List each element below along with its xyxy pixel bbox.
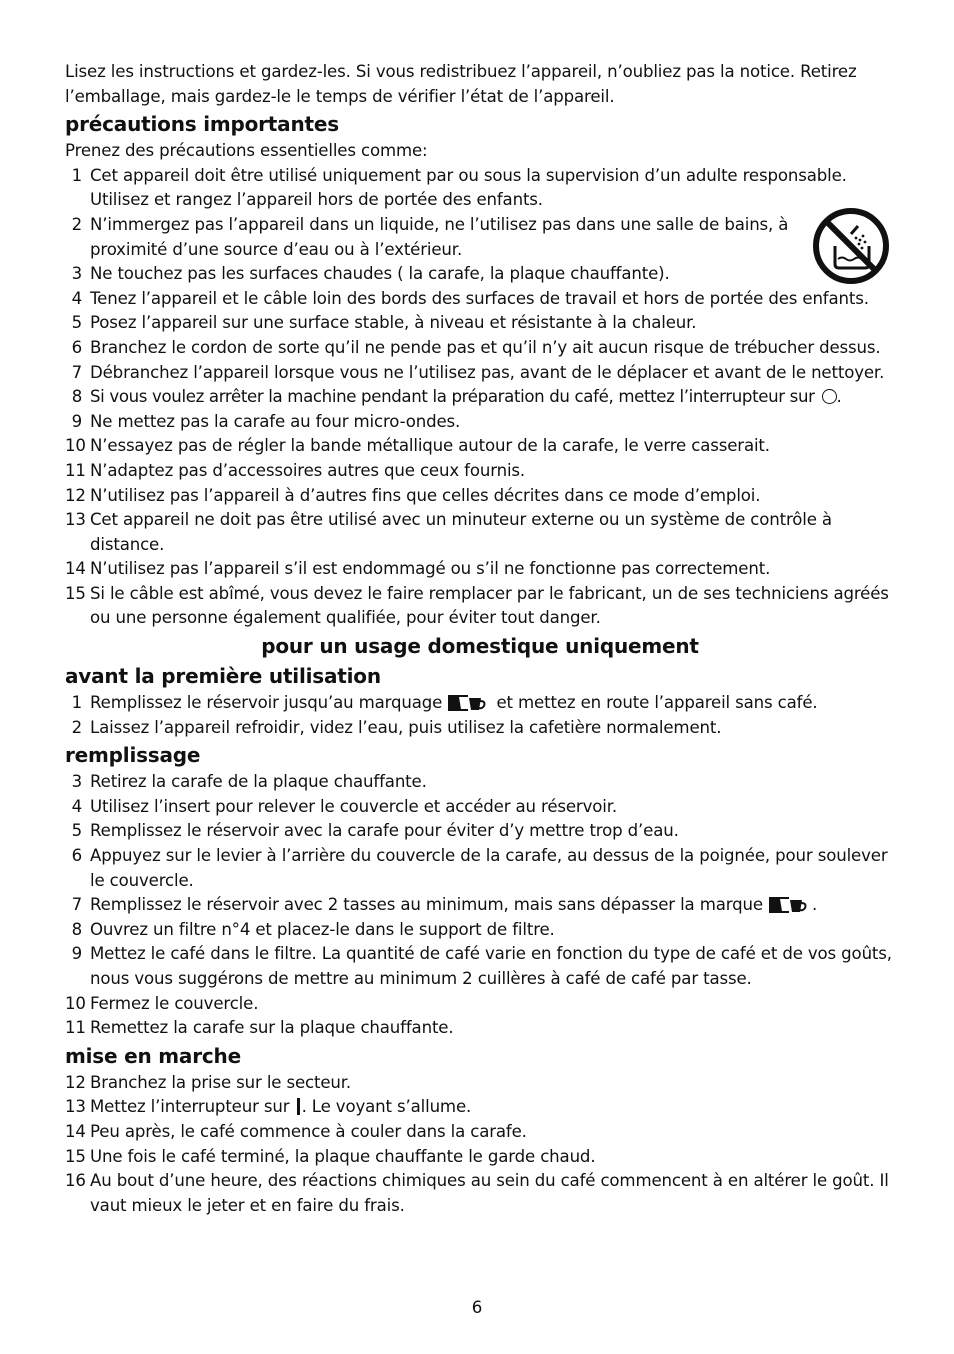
list-item: 2 N’immergez pas l’appareil dans un liquide, ne l’utilisez pas dans une salle de bains, à proximité d’une source d’eau ou à l’extérieur. bbox=[71, 214, 789, 259]
list-item: 13 Cet appareil ne doit pas être utilisé avec un minuteur externe ou un système de contrôle à distance. bbox=[65, 510, 832, 554]
list-item: 10 N’essayez pas de régler la bande métallique autour de la carafe, le verre casserait. bbox=[65, 436, 770, 456]
power-off-circle-icon bbox=[822, 389, 837, 404]
precautions-list bbox=[65, 164, 895, 631]
intro-text: Lisez les instructions et gardez-les. Si vous redistribuez l’appareil, n’oubliez pas la notice. Retirez l’emballage, mais gardez-le le temps de vérifier l’état de l’appareil. bbox=[65, 62, 857, 106]
section-title-filling: remplissage bbox=[65, 743, 201, 768]
list-item: 11 Remettez la carafe sur la plaque chauffante. bbox=[65, 1018, 454, 1038]
list-item: 6 Branchez le cordon de sorte qu’il ne pende pas et qu’il n’y ait aucun risque de trébucher dessus. bbox=[71, 337, 881, 357]
max-cups-mark-icon bbox=[768, 896, 812, 914]
list-item: 15 Une fois le café terminé, la plaque chauffante le garde chaud. bbox=[65, 1146, 596, 1166]
list-item: 5 Posez l’appareil sur une surface stable, à niveau et résistante à la chaleur. bbox=[71, 313, 697, 333]
list-item: 11 N’adaptez pas d’accessoires autres que ceux fournis. bbox=[65, 460, 526, 480]
list-item: 7 Débranchez l’appareil lorsque vous ne l’utilisez pas, avant de le déplacer et avant de le nettoyer. bbox=[71, 362, 885, 382]
power-on-bar-icon bbox=[297, 1098, 300, 1115]
start-list bbox=[65, 1071, 895, 1219]
first-use-list bbox=[65, 691, 895, 740]
list-item: 9 Mettez le café dans le filtre. La quantité de café varie en fonction du type de café et de vos goûts, nous vous suggérons de mettre au minimum 2 cuillères à café de café par tasse. bbox=[71, 944, 892, 988]
list-item: 12 N’utilisez pas l’appareil à d’autres fins que celles décrites dans ce mode d’emploi. bbox=[65, 485, 761, 505]
filling-list bbox=[65, 770, 895, 1041]
precautions-lead: Prenez des précautions essentielles comme: bbox=[65, 141, 428, 161]
list-item: 1 Remplissez le réservoir jusqu’au marquage et mettez en route l’appareil sans café. bbox=[71, 693, 818, 713]
list-item: 4 Tenez l’appareil et le câble loin des bords des surfaces de travail et hors de portée des enfants. bbox=[71, 288, 869, 308]
list-item: 9 Ne mettez pas la carafe au four micro-ondes. bbox=[71, 411, 461, 431]
list-item: 14 N’utilisez pas l’appareil s’il est endommagé ou s’il ne fonctionne pas correctement. bbox=[65, 559, 771, 579]
list-item: 3 Ne touchez pas les surfaces chaudes ( la carafe, la plaque chauffante). bbox=[71, 264, 670, 284]
section-title-start: mise en marche bbox=[65, 1043, 241, 1068]
list-item: 2 Laissez l’appareil refroidir, videz l’eau, puis utilisez la cafetière normalement. bbox=[71, 717, 722, 737]
list-item: 4 Utilisez l’insert pour relever le couvercle et accéder au réservoir. bbox=[71, 796, 618, 816]
page-number: 6 bbox=[471, 1298, 483, 1317]
list-item: 5 Remplissez le réservoir avec la carafe pour éviter d’y mettre trop d’eau. bbox=[71, 821, 679, 841]
list-item: 10 Fermez le couvercle. bbox=[65, 993, 259, 1013]
list-item: 16 Au bout d’une heure, des réactions chimiques au sein du café commencent à en altérer le goût. Il vaut mieux le jeter et en faire du frais. bbox=[65, 1171, 889, 1215]
list-item: 6 Appuyez sur le levier à l’arrière du couvercle de la carafe, au dessus de la poignée, pour soulever le couvercle. bbox=[71, 846, 888, 890]
domestic-use-heading: pour un usage domestique uniquement bbox=[261, 634, 699, 659]
list-item: 8 Ouvrez un filtre n°4 et placez-le dans le support de filtre. bbox=[71, 919, 555, 939]
list-item: 14 Peu après, le café commence à couler dans la carafe. bbox=[65, 1121, 527, 1141]
list-item: 1 Cet appareil doit être utilisé uniquement par ou sous la supervision d’un adulte responsable. Utilisez et rangez l’appareil hors de portée des enfants. bbox=[71, 165, 847, 210]
list-item: 8 Si vous voulez arrêter la machine pendant la préparation du café, mettez l’interrupteur sur . bbox=[71, 387, 842, 407]
list-item: 15 Si le câble est abîmé, vous devez le faire remplacer par le fabricant, un de ses techniciens agréés ou une personne également qualifiée, pour éviter tout danger. bbox=[65, 583, 889, 628]
section-title-precautions: précautions importantes bbox=[65, 112, 339, 137]
list-item: 3 Retirez la carafe de la plaque chauffante. bbox=[71, 772, 427, 792]
section-title-first-use: avant la première utilisation bbox=[65, 664, 381, 689]
page-content bbox=[65, 60, 895, 1218]
list-item: 12 Branchez la prise sur le secteur. bbox=[65, 1072, 352, 1092]
list-item: 7 Remplissez le réservoir avec 2 tasses au minimum, mais sans dépasser la marque . bbox=[71, 895, 818, 915]
max-cups-mark-icon bbox=[447, 694, 491, 712]
list-item: 13 Mettez l’interrupteur sur . Le voyant s’allume. bbox=[65, 1097, 472, 1117]
